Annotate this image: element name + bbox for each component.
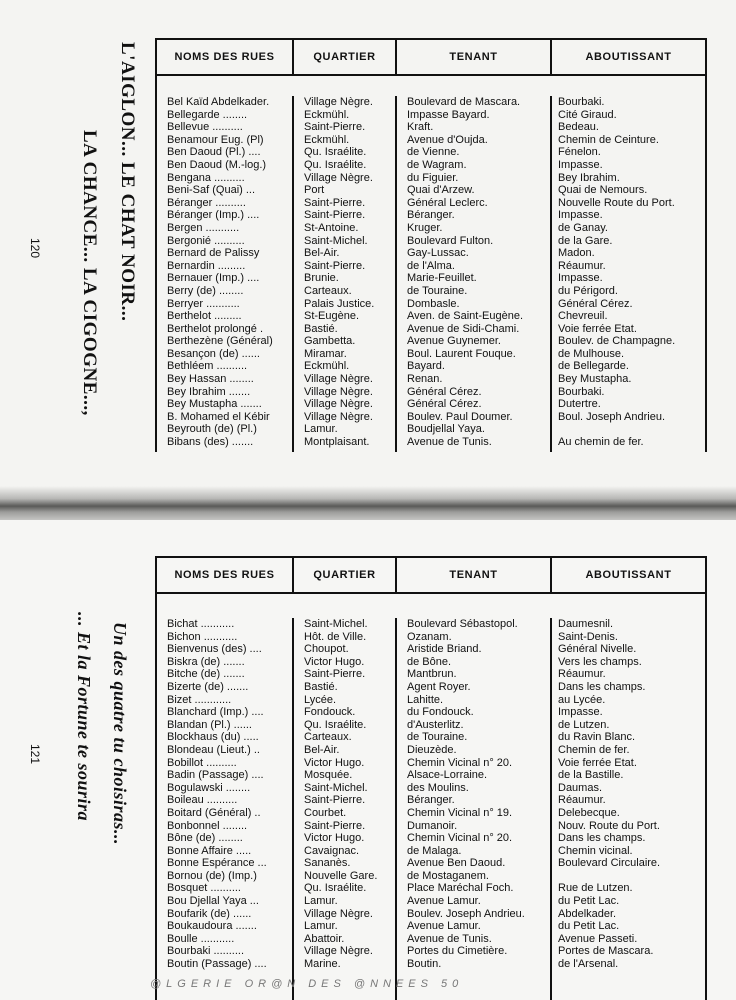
table-cell: Badin (Passage) .... <box>167 769 264 782</box>
table-cell: Boulevard Circulaire. <box>558 857 661 870</box>
table-cell: du Ravin Blanc. <box>558 731 636 744</box>
table-cell: de Bellegarde. <box>558 360 629 373</box>
table-cell: Village Nègre. <box>304 96 373 108</box>
table-cell: Bernardin ......... <box>167 259 246 272</box>
table-cell: de l'Alma. <box>407 259 455 272</box>
table-cell: Chemin de Ceinture. <box>558 133 659 146</box>
table-cell: Saint-Michel. <box>304 618 368 630</box>
table-cell: Avenue Lamur. <box>407 920 481 933</box>
table-cell: Général Cérez. <box>407 385 482 398</box>
header-quartier: QUARTIER <box>294 558 397 592</box>
table-cell: Réaumur. <box>558 794 606 807</box>
table-cell: Réaumur. <box>558 668 606 681</box>
column-tenant <box>397 96 552 452</box>
table-cell: Benamour Eug. (Pl) <box>167 133 264 146</box>
table-cell: des Moulins. <box>407 781 469 794</box>
table-cell: Blandan (Pl.) ...... <box>167 718 252 731</box>
table-cell: Berthelot prolongé . <box>167 322 264 335</box>
header-noms-des-rues: NOMS DES RUES <box>157 558 294 592</box>
table-cell: Bogulawski ........ <box>167 781 251 794</box>
table-cell: de Mostaganem. <box>407 869 489 882</box>
table-cell: Chemin Vicinal n° 20. <box>407 756 513 769</box>
table-cell: Dieuzède. <box>407 743 457 756</box>
table-cell: Bellevue .......... <box>167 121 243 134</box>
table-cell: de l'Arsenal. <box>558 958 619 971</box>
table-cell: Chemin de fer. <box>558 743 630 756</box>
table-cell: Boul. Joseph Andrieu. <box>558 410 666 423</box>
table-cell: Impasse. <box>558 706 603 719</box>
column-quartier <box>294 96 397 452</box>
table-cell: Village Nègre. <box>304 171 373 184</box>
table-cell: de Lutzen. <box>558 718 610 731</box>
table-cell: de la Bastille. <box>558 769 624 782</box>
table-cell: Lahitte. <box>407 693 444 706</box>
table-cell <box>558 870 705 883</box>
table-cell: Renan. <box>407 373 443 386</box>
table-cell: St-Antoine. <box>304 221 359 234</box>
table-cell: Bornou (de) (Imp.) <box>167 869 257 882</box>
column-noms <box>157 618 294 1000</box>
table-cell: Bengana .......... <box>167 171 245 184</box>
table-cell: Village Nègre. <box>304 385 373 398</box>
column-quartier <box>294 618 397 1000</box>
table-cell: Choupot. <box>304 643 349 656</box>
table-cell: Fénelon. <box>558 146 601 159</box>
header-noms-des-rues: NOMS DES RUES <box>157 40 294 74</box>
table-cell: Ben Daoud (Pl.) .... <box>167 146 261 159</box>
table-cell: Dombasle. <box>407 297 460 310</box>
table-cell: Bayard. <box>407 360 445 373</box>
table-cell: Bichon ........... <box>167 630 238 643</box>
table-cell: Au chemin de fer. <box>558 436 644 449</box>
table-cell: Boitard (Général) .. <box>167 806 261 819</box>
table-cell: Boulev. de Champagne. <box>558 335 676 348</box>
table-cell: de Ganay. <box>558 221 608 234</box>
table-cell: Delebecque. <box>558 806 620 819</box>
slogan-line-1: Un des quatre tu choisiras... <box>110 622 130 846</box>
table-cell: de Malaga. <box>407 844 462 857</box>
table-cell: Brunie. <box>304 272 339 285</box>
table-cell: Avenue Ben Daoud. <box>407 857 506 870</box>
table-cell: de Bône. <box>407 655 452 668</box>
table-cell: Bastié. <box>304 680 338 693</box>
table-cell: Lamur. <box>304 895 338 908</box>
table-cell: du Figuier. <box>407 171 459 184</box>
table-cell: Boileau .......... <box>167 794 238 807</box>
table-cell: Boul. Laurent Fouque. <box>407 347 516 360</box>
table-cell: Miramar. <box>304 347 347 360</box>
table-cell: Avenue Passeti. <box>558 932 638 945</box>
table-body <box>157 76 705 452</box>
table-cell: Avenue de Tunis. <box>407 932 492 945</box>
table-cell: au Lycée. <box>558 693 606 706</box>
table-cell: Qu. Israélite. <box>304 158 367 171</box>
table-cell: d'Austerlitz. <box>407 718 464 731</box>
slogan-line-1: L'AIGLON... LE CHAT NOIR... <box>117 42 138 322</box>
table-cell: Qu. Israélite. <box>304 882 367 895</box>
table-cell: Général Leclerc. <box>407 196 488 209</box>
table-cell: Bel Kaïd Abdelkader. <box>167 96 270 108</box>
table-cell: Saint-Denis. <box>558 630 618 643</box>
table-cell: Boulevard Fulton. <box>407 234 494 247</box>
table-cell: Bonne Affaire ..... <box>167 844 252 857</box>
table-cell: Vers les champs. <box>558 655 642 668</box>
table-cell: Kraft. <box>407 121 434 134</box>
slogan-line-2: ... Et la Fortune te sourira <box>74 612 94 822</box>
table-cell: Avenue Lamur. <box>407 895 481 908</box>
table-cell: Lamur. <box>304 920 338 933</box>
table-cell: Beni-Saf (Quai) ... <box>167 184 256 197</box>
table-cell: Saint-Pierre. <box>304 121 366 134</box>
table-cell: Abattoir. <box>304 932 345 945</box>
table-cell: Bellegarde ........ <box>167 108 248 121</box>
table-cell: Nouv. Route du Port. <box>558 819 660 832</box>
table-cell: Beyrouth (de) (Pl.) <box>167 423 257 436</box>
table-cell: B. Mohamed el Kébir <box>167 410 270 423</box>
table-cell: Saint-Michel. <box>304 234 368 247</box>
table-cell: Bienvenus (des) .... <box>167 643 262 656</box>
table-cell: de Touraine. <box>407 731 468 744</box>
table-cell: Quai de Nemours. <box>558 184 648 197</box>
header-tenant: TENANT <box>397 558 552 592</box>
table-cell: Bergen ........... <box>167 221 240 234</box>
table-cell: Dutertre. <box>558 398 601 411</box>
table-cell: Boulle ........... <box>167 932 235 945</box>
table-cell: Eckmühl. <box>304 360 350 373</box>
table-cell: Place Maréchal Foch. <box>407 882 514 895</box>
table-cell: Réaumur. <box>558 259 606 272</box>
table-cell: de Touraine. <box>407 284 468 297</box>
table-cell: St-Eugène. <box>304 310 360 323</box>
table-cell: Gay-Lussac. <box>407 247 469 260</box>
table-cell: Général Cérez. <box>407 398 482 411</box>
table-cell: Chevreuil. <box>558 310 608 323</box>
table-cell: Berry (de) ........ <box>167 284 244 297</box>
table-cell: du Petit Lac. <box>558 895 620 908</box>
table-cell: de Mulhouse. <box>558 347 625 360</box>
table-cell: Boukaudoura ....... <box>167 920 257 933</box>
column-tenant <box>397 618 552 1000</box>
table-cell: Montplaisant. <box>304 436 370 449</box>
table-cell: Berthezène (Général) <box>167 335 273 348</box>
page-number: 121 <box>28 744 42 765</box>
table-cell: Saint-Pierre. <box>304 259 366 272</box>
table-cell: Béranger (Imp.) .... <box>167 209 260 222</box>
table-cell: Béranger. <box>407 209 455 222</box>
table-cell: Rue de Lutzen. <box>558 882 633 895</box>
table-cell: Hôt. de Ville. <box>304 630 367 643</box>
table-cell: Bey Mustapha ....... <box>167 398 262 411</box>
table-header <box>157 40 705 76</box>
table-cell: Bosquet .......... <box>167 882 241 895</box>
table-cell: Village Nègre. <box>304 373 373 386</box>
table-header <box>157 558 705 594</box>
table-cell: Port <box>304 184 325 197</box>
table-cell: Chemin vicinal. <box>558 844 633 857</box>
table-cell: Village Nègre. <box>304 410 373 423</box>
table-cell: Portes de Mascara. <box>558 945 654 958</box>
table-cell: Portes du Cimetière. <box>407 945 508 958</box>
table-cell: Boulevard Sébastopol. <box>407 618 518 630</box>
table-cell: Dans les champs. <box>558 680 646 693</box>
table-cell: Bernard de Palissy <box>167 247 260 260</box>
table-cell: Bey Mustapha. <box>558 373 632 386</box>
table-cell: Marine. <box>304 958 341 971</box>
table-cell: Boufarik (de) ...... <box>167 907 252 920</box>
table-cell: du Petit Lac. <box>558 920 620 933</box>
table-cell: Ozanam. <box>407 630 452 643</box>
table-cell: Village Nègre. <box>304 907 373 920</box>
table-cell: Bône (de) ........ <box>167 832 243 845</box>
table-cell: Agent Royer. <box>407 680 471 693</box>
table-cell: Avenue de Sidi-Chami. <box>407 322 520 335</box>
table-cell: Kruger. <box>407 221 443 234</box>
table-cell: de la Gare. <box>558 234 613 247</box>
table-cell: Qu. Israélite. <box>304 718 367 731</box>
table-cell: Eckmühl. <box>304 133 350 146</box>
header-aboutissant: ABOUTISSANT <box>585 569 672 581</box>
table-cell: du Fondouck. <box>407 706 474 719</box>
table-cell: Mosquée. <box>304 769 353 782</box>
table-cell: Dumanoir. <box>407 819 458 832</box>
table-cell: Bethléem .......... <box>167 360 248 373</box>
header-quartier: QUARTIER <box>294 40 397 74</box>
table-cell: Dans les champs. <box>558 832 646 845</box>
page-120 <box>0 0 736 496</box>
table-cell: Voie ferrée Etat. <box>558 322 637 335</box>
table-cell: Blockhaus (du) ..... <box>167 731 259 744</box>
table-cell: Béranger .......... <box>167 196 246 209</box>
table-cell: Bey Ibrahim. <box>558 171 620 184</box>
table-cell: Fondouck. <box>304 706 356 719</box>
table-cell: Saint-Pierre. <box>304 668 366 681</box>
header-aboutissant: ABOUTISSANT <box>585 51 672 63</box>
table-cell: Général Cérez. <box>558 297 633 310</box>
table-body <box>157 594 705 1000</box>
table-cell: Boutin (Passage) .... <box>167 958 267 971</box>
table-cell: Berthelot ......... <box>167 310 242 323</box>
table-cell: Bedeau. <box>558 121 599 134</box>
table-cell: Bourbaki. <box>558 96 605 108</box>
table-cell: Bergonié .......... <box>167 234 245 247</box>
table-cell: Cavaignac. <box>304 844 360 857</box>
table-cell <box>558 423 705 436</box>
table-cell: Berryer ........... <box>167 297 240 310</box>
table-cell: Bitche (de) ....... <box>167 668 245 681</box>
table-cell: Bastié. <box>304 322 338 335</box>
table-cell: Blanchard (Imp.) .... <box>167 706 264 719</box>
header-tenant: TENANT <box>397 40 552 74</box>
table-cell: Impasse. <box>558 209 603 222</box>
table-cell: Gambetta. <box>304 335 356 348</box>
table-cell: Bonbonnel ........ <box>167 819 248 832</box>
table-cell: Abdelkader. <box>558 907 617 920</box>
table-cell: Sananès. <box>304 857 351 870</box>
table-cell: Avenue de Tunis. <box>407 436 492 449</box>
table-cell: Nouvelle Gare. <box>304 869 378 882</box>
table-cell: Mantbrun. <box>407 668 457 681</box>
table-cell: Nouvelle Route du Port. <box>558 196 675 209</box>
table-cell: Saint-Pierre. <box>304 794 366 807</box>
table-cell: Boulev. Paul Doumer. <box>407 410 513 423</box>
table-cell: Carteaux. <box>304 284 352 297</box>
table-cell: Général Nivelle. <box>558 643 637 656</box>
table-cell: Victor Hugo. <box>304 832 365 845</box>
table-cell: Besançon (de) ...... <box>167 347 260 360</box>
column-aboutissant <box>552 618 705 1000</box>
table-cell: Qu. Israélite. <box>304 146 367 159</box>
table-cell: Marie-Feuillet. <box>407 272 477 285</box>
table-cell: Impasse. <box>558 272 603 285</box>
table-cell: Impasse Bayard. <box>407 108 490 121</box>
table-cell: Victor Hugo. <box>304 655 365 668</box>
table-cell: Saint-Pierre. <box>304 209 366 222</box>
table-cell: Bey Hassan ........ <box>167 373 254 386</box>
table-cell: Alsace-Lorraine. <box>407 769 488 782</box>
table-cell: Daumesnil. <box>558 618 614 630</box>
table-cell: Bernauer (Imp.) .... <box>167 272 260 285</box>
table-cell: Eckmühl. <box>304 108 350 121</box>
table-cell: Lamur. <box>304 423 338 436</box>
table-cell: Boudjellal Yaya. <box>407 423 485 436</box>
table-cell: Bobillot .......... <box>167 756 237 769</box>
table-cell: Aven. de Saint-Eugène. <box>407 310 523 323</box>
table-cell: Village Nègre. <box>304 945 373 958</box>
table-cell: Bou Djellal Yaya ... <box>167 895 259 908</box>
table-cell: Saint-Pierre. <box>304 196 366 209</box>
street-table <box>155 556 707 1000</box>
table-cell: du Périgord. <box>558 284 618 297</box>
slogan-line-2: LA CHANCE... LA CIGOGNE..., <box>79 130 100 416</box>
table-cell: Saint-Pierre. <box>304 819 366 832</box>
table-cell: Voie ferrée Etat. <box>558 756 637 769</box>
table-cell: Avenue Guynemer. <box>407 335 501 348</box>
street-table <box>155 38 707 452</box>
table-cell: Daumas. <box>558 781 603 794</box>
table-cell: Bourbaki .......... <box>167 945 245 958</box>
table-cell: Bonne Espérance ... <box>167 857 267 870</box>
table-cell: Boulev. Joseph Andrieu. <box>407 907 525 920</box>
column-noms <box>157 96 294 452</box>
table-cell: Saint-Michel. <box>304 781 368 794</box>
watermark: @LGERIE OR@N DES @NNEES 50 <box>150 978 464 990</box>
column-aboutissant <box>552 96 705 452</box>
table-cell: Boutin. <box>407 958 442 971</box>
table-cell: Lycée. <box>304 693 337 706</box>
table-cell: Carteaux. <box>304 731 352 744</box>
table-cell: Bizerte (de) ....... <box>167 680 249 693</box>
table-cell: Bey Ibrahim ....... <box>167 385 251 398</box>
table-cell: Blondeau (Lieut.) .. <box>167 743 260 756</box>
table-cell: de Vienne. <box>407 146 460 159</box>
table-cell: Ben Daoud (M.-log.) <box>167 158 267 171</box>
table-cell: Impasse. <box>558 158 603 171</box>
table-cell: de Wagram. <box>407 158 467 171</box>
table-cell: Bizet ............ <box>167 693 232 706</box>
table-cell: Avenue d'Oujda. <box>407 133 488 146</box>
table-cell: Village Nègre. <box>304 398 373 411</box>
table-cell: Palais Justice. <box>304 297 375 310</box>
table-cell: Biskra (de) ....... <box>167 655 245 668</box>
table-cell: Aristide Briand. <box>407 643 482 656</box>
table-cell: Boulevard de Mascara. <box>407 96 521 108</box>
table-cell: Victor Hugo. <box>304 756 365 769</box>
table-cell: Courbet. <box>304 806 347 819</box>
page-number: 120 <box>28 238 42 259</box>
table-cell: Quai d'Arzew. <box>407 184 475 197</box>
table-cell: Bichat ........... <box>167 618 235 630</box>
table-cell: Chemin Vicinal n° 19. <box>407 806 513 819</box>
table-cell: Béranger. <box>407 794 455 807</box>
table-cell: Cité Giraud. <box>558 108 617 121</box>
table-cell: Madon. <box>558 247 595 260</box>
table-cell: Bel-Air. <box>304 743 340 756</box>
page-121 <box>0 520 736 1000</box>
table-cell: Bourbaki. <box>558 385 605 398</box>
table-cell: Bibans (des) ....... <box>167 436 254 449</box>
table-cell: Bel-Air. <box>304 247 340 260</box>
table-cell: Chemin Vicinal n° 20. <box>407 832 513 845</box>
